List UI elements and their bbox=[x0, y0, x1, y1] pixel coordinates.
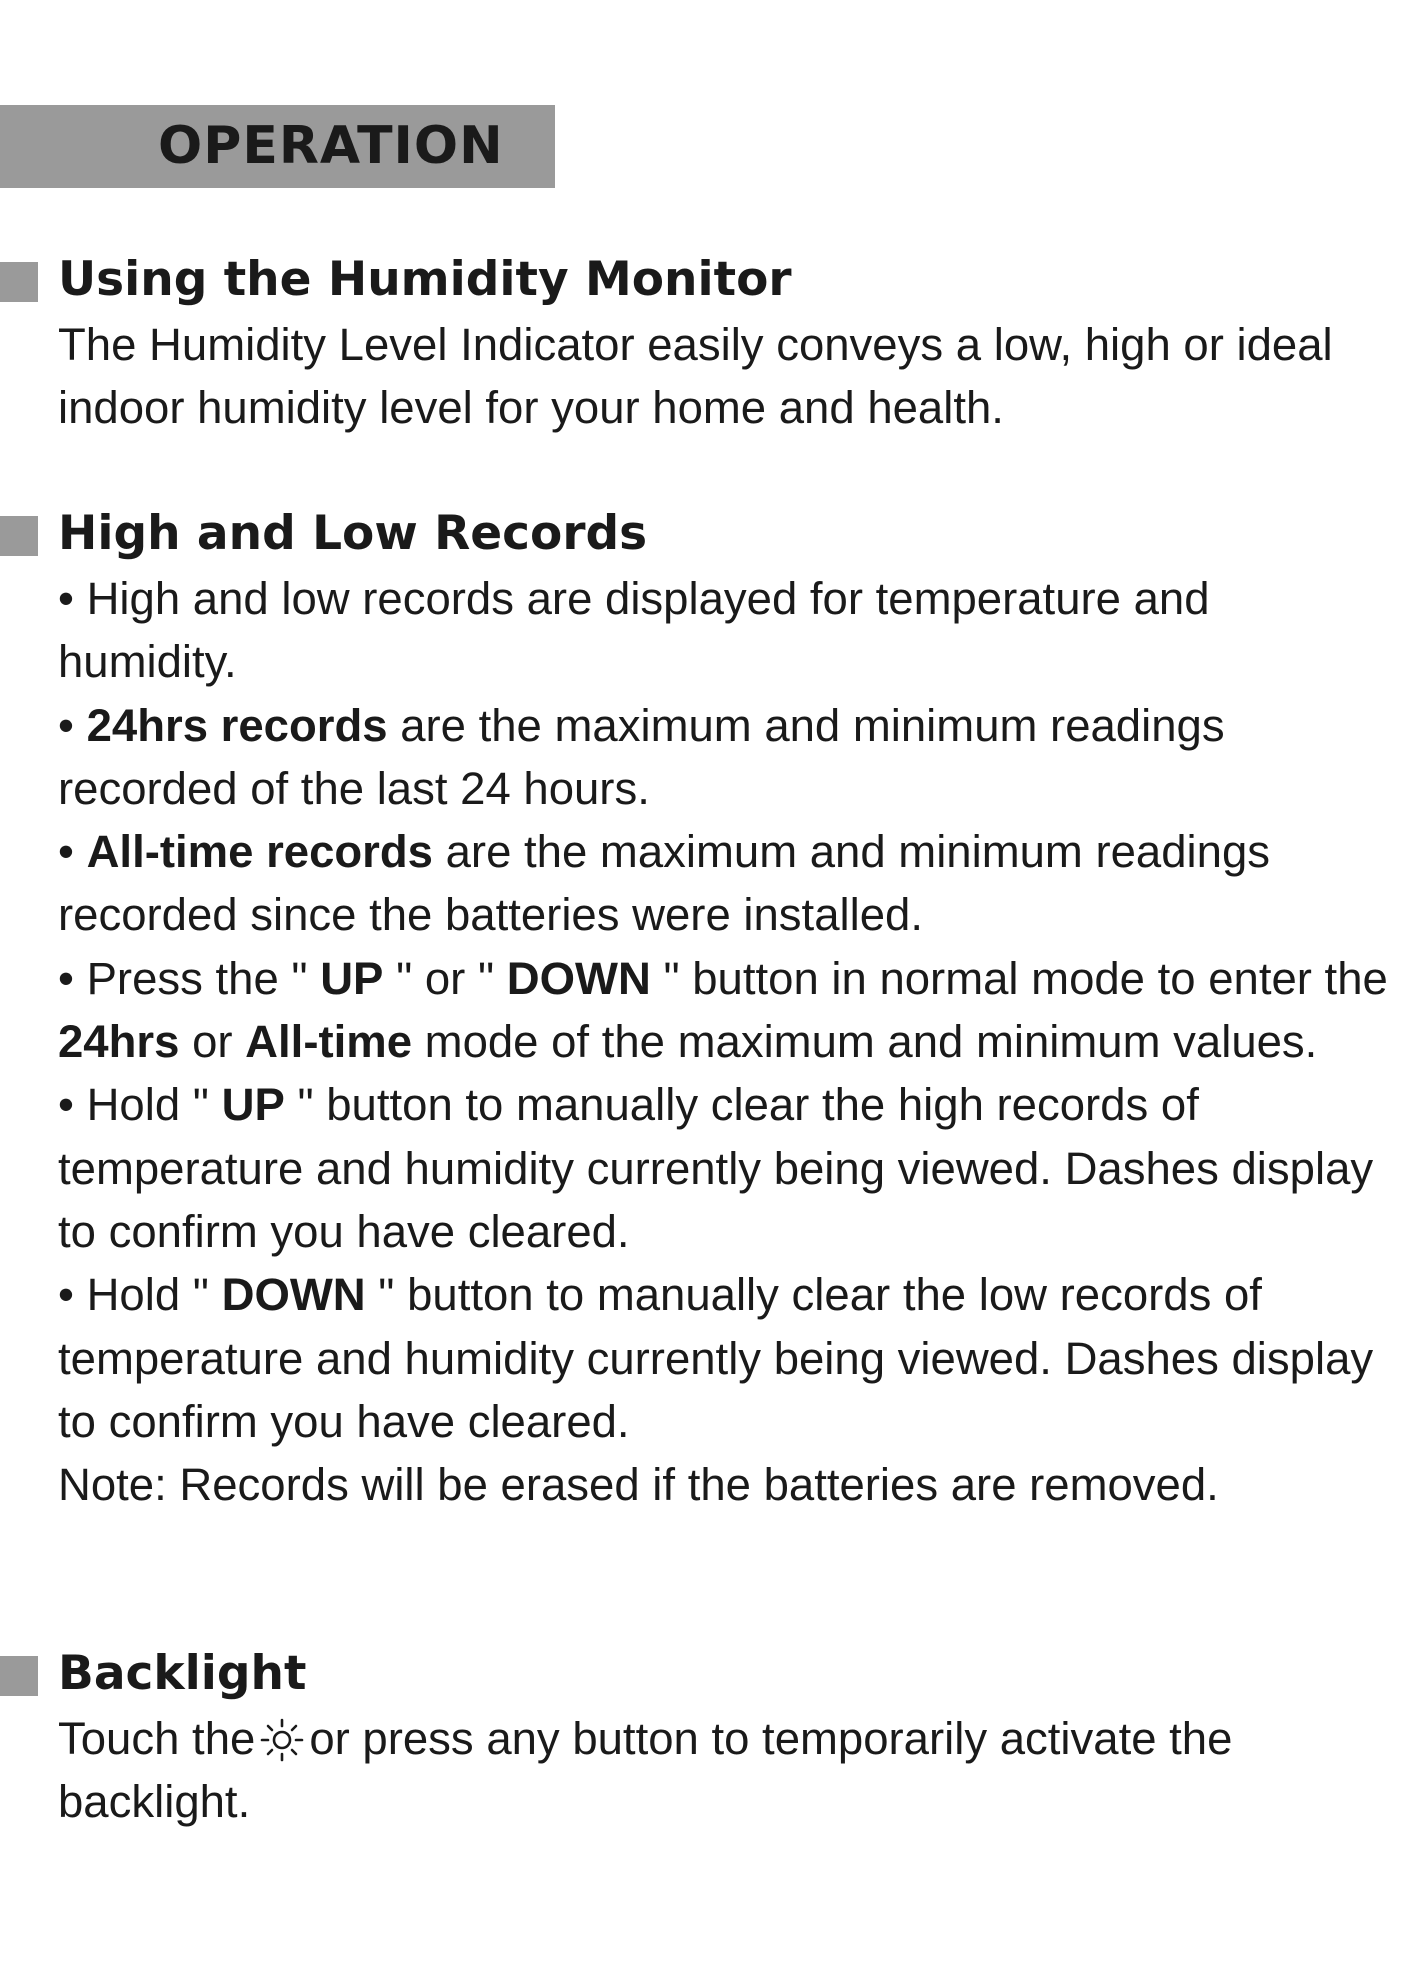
page-title: OPERATION bbox=[158, 116, 504, 176]
section-heading-humidity-monitor: Using the Humidity Monitor bbox=[58, 252, 792, 307]
backlight-text-start: Touch the bbox=[58, 1713, 256, 1764]
bullet-text: • Hold " bbox=[58, 1079, 222, 1131]
bullet-text: or bbox=[179, 1016, 246, 1068]
records-bullet-5 bbox=[58, 1073, 1388, 1263]
section-marker bbox=[0, 262, 38, 302]
operation-banner bbox=[0, 105, 555, 188]
down-button-label: DOWN bbox=[506, 952, 651, 1004]
section-heading-high-low-records: High and Low Records bbox=[58, 506, 648, 561]
humidity-monitor-description bbox=[58, 313, 1388, 440]
records-bullet-2 bbox=[58, 694, 1388, 821]
bullet-text: " button in normal mode to enter the bbox=[650, 952, 1388, 1004]
term-all-time-records: All-time records bbox=[86, 826, 433, 878]
backlight-text bbox=[58, 1707, 1388, 1834]
high-low-records-list bbox=[58, 567, 1388, 1516]
mode-24hrs: 24hrs bbox=[58, 1016, 180, 1068]
records-note: Note: Records will be erased if the batteries are removed. bbox=[58, 1459, 1219, 1511]
records-bullet-3 bbox=[58, 820, 1388, 947]
bullet-text: " or " bbox=[383, 952, 507, 1004]
section-heading-backlight: Backlight bbox=[58, 1646, 307, 1701]
backlight-description bbox=[58, 1707, 1388, 1834]
bullet-text: • Hold " bbox=[58, 1269, 222, 1321]
bullet-text: " button to manually clear the high records of temperature and humidity currently being viewed. Dashes display to confirm you have cleared. bbox=[58, 1079, 1374, 1257]
bullet-prefix: • bbox=[58, 699, 87, 751]
bullet-text: mode of the maximum and minimum values. bbox=[412, 1016, 1318, 1068]
mode-all-time: All-time bbox=[245, 1016, 413, 1068]
down-button-label: DOWN bbox=[221, 1269, 366, 1321]
up-button-label: UP bbox=[320, 952, 384, 1004]
records-bullet-6 bbox=[58, 1263, 1388, 1453]
records-bullet-1: • High and low records are displayed for temperature and humidity. bbox=[58, 573, 1210, 688]
records-bullet-4 bbox=[58, 947, 1388, 1074]
section-marker bbox=[0, 516, 38, 556]
bullet-text: " button to manually clear the low records of temperature and humidity currently being viewed. Dashes display to confirm you have cleared. bbox=[58, 1269, 1374, 1447]
term-24hrs-records: 24hrs records bbox=[86, 699, 388, 751]
humidity-monitor-text: The Humidity Level Indicator easily conveys a low, high or ideal indoor humidity level for your home and health. bbox=[58, 319, 1333, 434]
up-button-label: UP bbox=[221, 1079, 285, 1131]
bullet-text: • Press the " bbox=[58, 952, 321, 1004]
bullet-text: are the maximum and minimum readings recorded since the batteries were installed. bbox=[58, 826, 1271, 941]
sun-icon bbox=[259, 1716, 305, 1762]
bullet-prefix: • bbox=[58, 826, 87, 878]
backlight-text-end: or press any button to temporarily activate the backlight. bbox=[58, 1713, 1233, 1828]
section-marker bbox=[0, 1656, 38, 1696]
bullet-text: are the maximum and minimum readings recorded of the last 24 hours. bbox=[58, 699, 1225, 814]
